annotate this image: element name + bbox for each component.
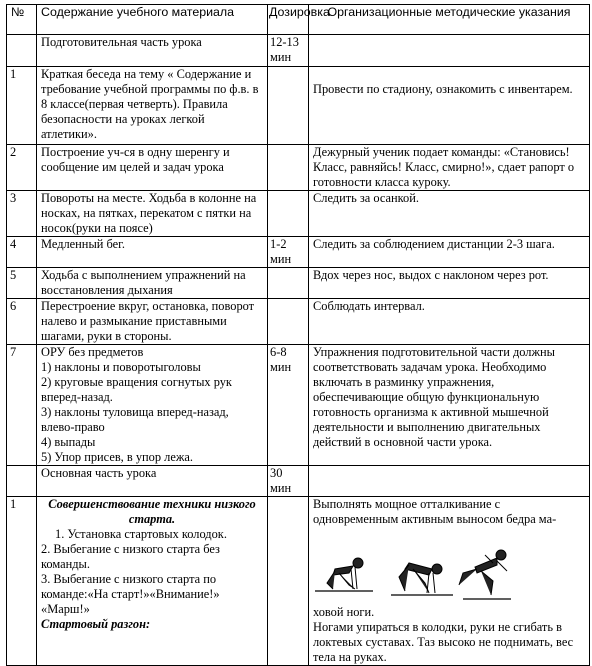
row-num: 3	[7, 191, 37, 237]
start-item: 2. Выбегание с низкого старта без команды.	[41, 542, 220, 571]
table-row	[7, 191, 590, 237]
row-notes: Соблюдать интервал.	[309, 299, 590, 345]
row-notes	[309, 35, 590, 67]
row-dose: 6-8 мин	[268, 345, 309, 466]
row-dose: 1-2 мин	[268, 237, 309, 268]
row-notes	[309, 67, 590, 145]
row-notes	[309, 466, 590, 497]
row-dose: 30 мин	[268, 466, 309, 497]
oru-title: ОРУ без предметов	[41, 345, 144, 359]
row-notes-text: Провести по стадиону, ознакомить с инвентарем.	[313, 82, 573, 96]
lesson-plan-table	[6, 4, 590, 666]
row-notes: Следить за соблюдением дистанции 2-3 шага.	[309, 237, 590, 268]
header-content: Содержание учебного материала	[37, 5, 268, 35]
table-row	[7, 145, 590, 191]
oru-item: 2) круговые вращения согнутых рук вперед-назад.	[41, 375, 232, 404]
row-dose	[268, 268, 309, 299]
sprinter-illustration	[313, 533, 585, 603]
start-item: 1. Установка стартовых колодок.	[55, 527, 227, 541]
row-dose	[268, 145, 309, 191]
row-dose	[268, 67, 309, 145]
start-technique-title: Совершенствование техники низкого старта.	[48, 497, 256, 526]
row-num: 5	[7, 268, 37, 299]
notes-top: Выполнять мощное отталкивание с одновременным активным выносом бедра ма-	[313, 497, 557, 526]
row-dose: 12-13 мин	[268, 35, 309, 67]
row-content: Построение уч-ся в одну шеренгу и сообщение им целей и задач урока	[37, 145, 268, 191]
oru-item: 1) наклоны и поворотыголовы	[41, 360, 201, 374]
table-row	[7, 497, 590, 666]
row-notes: Следить за осанкой.	[309, 191, 590, 237]
row-dose	[268, 497, 309, 666]
table-row	[7, 299, 590, 345]
row-content: Ходьба с выполнением упражнений на восстановления дыхания	[37, 268, 268, 299]
row-num: 1	[7, 67, 37, 145]
row-content: Перестроение вкруг, остановка, поворот налево и размыкание приставными шагами, руки в стороны.	[37, 299, 268, 345]
row-content	[37, 345, 268, 466]
table-row	[7, 67, 590, 145]
row-num: 4	[7, 237, 37, 268]
table-row	[7, 345, 590, 466]
row-num: 6	[7, 299, 37, 345]
notes-mid: ховой ноги.	[313, 605, 375, 619]
row-notes: Упражнения подготовительной части должны соответствовать задачам урока. Необходимо включать в разминку упражнения, обеспечивающие общую функциональную готовность организма к активной мышечной деятельности и выполнению двигательных действий в основной части урока.	[309, 345, 590, 466]
oru-item: 5) Упор присев, в упор лежа.	[41, 450, 193, 464]
row-dose	[268, 191, 309, 237]
notes-bottom: Ногами упираться в колодки, руки не сгибать в локтевых суставах. Таз высоко не поднимать, вес тела на руках.	[313, 620, 574, 664]
table-header-row	[7, 5, 590, 35]
start-item: 3. Выбегание с низкого старта по команде:«На старт!»«Внимание!» «Марш!»	[41, 572, 220, 616]
table-row	[7, 35, 590, 67]
header-notes: Организационные методические указания	[309, 5, 590, 35]
start-acceleration-label: Стартовый разгон:	[41, 617, 151, 631]
header-num: №	[7, 5, 37, 35]
row-num	[7, 35, 37, 67]
table-row	[7, 237, 590, 268]
row-content: Краткая беседа на тему « Содержание и требование учебной программы по ф.в. в 8 классе(первая четверть). Правила безопасности на уроках легкой атлетики».	[37, 67, 268, 145]
row-num: 1	[7, 497, 37, 666]
row-notes: Дежурный ученик подает команды: «Становись! Класс, равняйсь! Класс, смирно!», сдает рапорт о готовности класса куроку.	[309, 145, 590, 191]
oru-item: 3) наклоны туловища вперед-назад, влево-право	[41, 405, 229, 434]
sprinter-low-start-icon	[313, 533, 513, 603]
row-content: Основная часть урока	[37, 466, 268, 497]
row-notes: Вдох через нос, выдох с наклоном через рот.	[309, 268, 590, 299]
row-num: 7	[7, 345, 37, 466]
row-content: Повороты на месте. Ходьба в колонне на носках, на пятках, перекатом с пятки на носок(руки на поясе)	[37, 191, 268, 237]
row-content: Подготовительная часть урока	[37, 35, 268, 67]
header-dose: Дозировка	[268, 5, 309, 35]
row-num	[7, 466, 37, 497]
table-row	[7, 268, 590, 299]
row-content	[37, 497, 268, 666]
row-notes	[309, 497, 590, 666]
row-dose	[268, 299, 309, 345]
row-content: Медленный бег.	[37, 237, 268, 268]
oru-item: 4) выпады	[41, 435, 96, 449]
table-row	[7, 466, 590, 497]
row-num: 2	[7, 145, 37, 191]
